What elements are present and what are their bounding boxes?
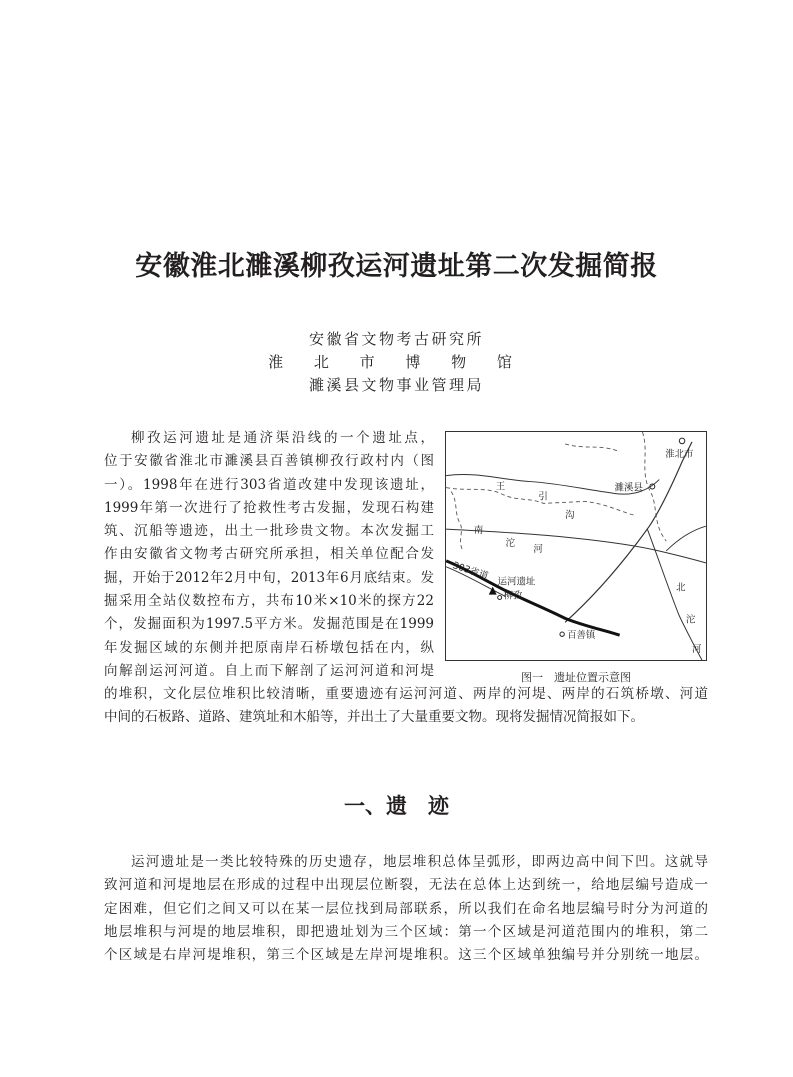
figure-caption: 图一 遗址位置示意图 [521, 671, 631, 684]
location-map [445, 431, 707, 661]
city-boundary [642, 432, 666, 541]
label-site: 运河遗址 [497, 576, 536, 588]
section-line: 致河道和河堤地层在形成的过程中出现层位断裂，无法在总体上达到统一，给地层编号造成一 [104, 877, 708, 894]
intro-line: 作由安徽省文物考古研究所承担，相关单位配合发 [104, 546, 434, 563]
author-list [0, 328, 793, 397]
label-he-2: 河 [691, 644, 702, 656]
label-bei: 北 [676, 582, 686, 594]
huaibei-marker [679, 438, 685, 444]
intro-line: 的堆积，文化层位堆积比较清晰，重要遗迹有运河河道、两岸的河堤、两岸的石筑桥墩、河道 [104, 686, 708, 702]
label-nan: 南 [473, 525, 484, 537]
intro-line: 掘采用全站仪数控布方，共布10米×10米的探方22 [104, 593, 434, 610]
intro-paragraph-full [104, 683, 708, 730]
county-boundary [451, 491, 462, 548]
bei-tuo-river [647, 529, 702, 660]
nan-tuo-river [446, 529, 706, 563]
intro-line: 向解剖运河河道。自上而下解剖了运河河道和河堤 [104, 662, 434, 679]
city-boundary [565, 444, 620, 452]
section-paragraph [104, 851, 708, 967]
intro-line: 年发掘区域的东侧并把原南岸石桥墩包括在内，纵 [104, 639, 434, 656]
intro-line: 个，发掘面积为1997.5平方米。发掘范围是在1999 [104, 616, 434, 633]
section-line: 定困难，但它们之间又可以在某一层位找到局部联系，所以我们在命名地层编号时分为河道的 [104, 900, 708, 917]
intro-line: 一）。1998年在进行303省道改建中发现该遗址， [104, 476, 434, 493]
label-he-1: 河 [533, 543, 543, 555]
intro-line: 中间的石板路、道路、建筑址和木船等，并出土了大量重要文物。现将发掘情况简报如下。 [104, 709, 644, 726]
section-line: 地层堆积与河堤的地层堆积，即把遗址划为三个区域：第一个区域是河道范围内的堆积，第二 [104, 923, 708, 940]
intro-paragraph-narrow [104, 427, 434, 683]
site-marker [489, 587, 497, 595]
intro-line: 柳孜运河遗址是通济渠沿线的一个遗址点， [131, 430, 434, 446]
label-tuo-1: 沱 [505, 538, 516, 549]
label-yin: 引 [538, 491, 548, 503]
label-suixi: 濉溪县 [614, 482, 643, 494]
label-liuzi: 柳孜 [503, 590, 523, 602]
label-baishan: 百善镇 [567, 630, 596, 642]
label-tuo-2: 沱 [686, 614, 696, 626]
author-3: 濉溪县文物事业管理局 [308, 376, 484, 394]
author-1: 安徽省文物考古研究所 [308, 330, 484, 348]
label-huaibei: 淮北市 [665, 448, 694, 460]
intro-line: 位于安徽省淮北市濉溪县百善镇柳孜行政村内（图 [104, 453, 434, 470]
intro-line: 掘，开始于2012年2月中旬，2013年6月底结束。发 [104, 569, 434, 586]
road-line [565, 442, 692, 622]
page-title: 安徽淮北濉溪柳孜运河遗址第二次发掘简报 [135, 251, 658, 282]
intro-line: 1999年第一次进行了抢救性考古发掘，发现石构建 [104, 499, 434, 516]
label-gou: 沟 [565, 510, 575, 522]
road-line [666, 526, 706, 551]
author-2: 淮 北 市 博 物 馆 [268, 353, 525, 371]
label-road-303: 303省道 [451, 560, 490, 583]
intro-line: 筑、沉船等遗迹，出土一批珍贵文物。本次发掘工 [104, 523, 434, 540]
section-line: 运河遗址是一类比较特殊的历史遗存，地层堆积总体呈弧形，即两边高中间下凹。这就导 [131, 854, 708, 870]
liuzi-marker [498, 596, 502, 600]
baishan-marker [560, 632, 564, 636]
label-wang: 王 [495, 481, 506, 493]
section-heading: 一、遗 迹 [344, 793, 449, 818]
section-line: 个区域是右岸河堤堆积，第三个区域是左岸河堤堆积。这三个区域单独编号并分别统一地层。 [104, 947, 708, 964]
